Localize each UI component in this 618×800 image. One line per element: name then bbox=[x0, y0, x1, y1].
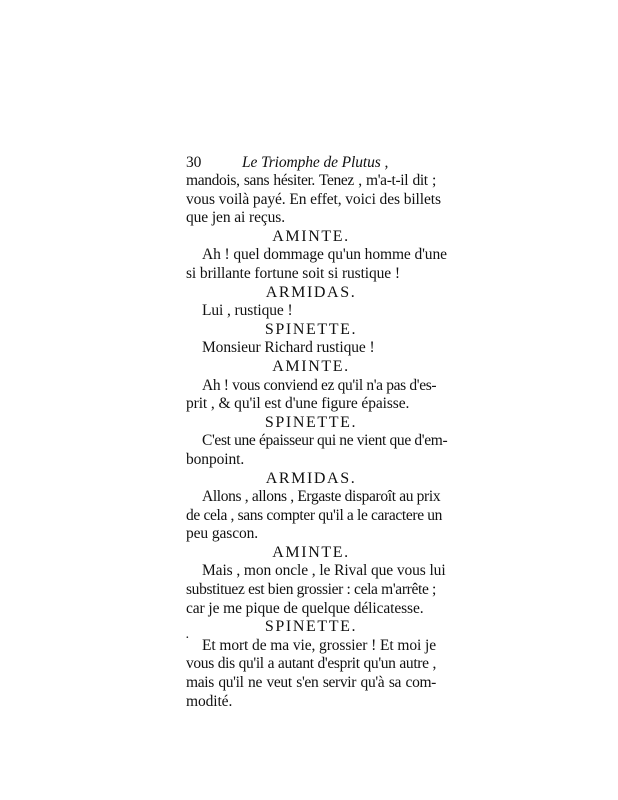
text-line: substituez est bien grossier : cela m'arrête ; bbox=[186, 581, 436, 599]
speaker-name: SPINETTE. bbox=[264, 618, 358, 636]
text-line: vous voilà payé. En effet, voici des billets bbox=[186, 190, 441, 208]
text-line: Lui , rustique ! bbox=[202, 302, 293, 320]
text-line: vous dis qu'il a autant d'esprit qu'un autre , bbox=[186, 655, 436, 673]
text-line: peu gascon. bbox=[186, 525, 259, 543]
text-line: Allons , allons , Ergaste disparoît au prix bbox=[202, 488, 441, 506]
text-line: Et mort de ma vie, grossier ! Et moi je bbox=[202, 636, 436, 654]
text-line: de cela , sans compter qu'il a le caractere un bbox=[186, 506, 443, 524]
text-line: Ah ! quel dommage qu'un homme d'une bbox=[202, 246, 447, 264]
speaker-name: ARMIDAS. bbox=[265, 469, 357, 487]
text-line: que jen ai reçus. bbox=[186, 209, 286, 227]
text-line: modité. bbox=[186, 692, 233, 710]
page-header bbox=[186, 154, 436, 172]
speaker-name: AMINTE. bbox=[272, 357, 350, 375]
text-line: Monsieur Richard rustique ! bbox=[202, 339, 375, 357]
bottom-mark: · bbox=[185, 631, 190, 646]
text-block bbox=[186, 154, 448, 711]
text-line: mandois, sans hésiter. Tenez , m'a-t-il dit ; bbox=[186, 172, 436, 189]
text-line: si brillante fortune soit si rustique ! bbox=[186, 264, 400, 282]
page-number: 30 bbox=[186, 154, 202, 171]
speaker-name: ARMIDAS. bbox=[265, 283, 357, 301]
speaker-name: SPINETTE. bbox=[264, 320, 358, 338]
speaker-name: AMINTE. bbox=[272, 543, 350, 561]
text-line: C'est une épaisseur qui ne vient que d'em- bbox=[202, 432, 448, 450]
text-line: Ah ! vous conviend ez qu'il n'a pas d'es- bbox=[202, 376, 437, 394]
text-line: car je me pique de quelque délicatesse. bbox=[186, 599, 424, 617]
running-title: Le Triomphe de Plutus , bbox=[242, 154, 389, 171]
text-line: mais qu'il ne veut s'en servir qu'à sa com- bbox=[186, 674, 436, 692]
speaker-name: AMINTE. bbox=[272, 227, 350, 245]
text-line: Mais , mon oncle , le Rival que vous lui bbox=[202, 562, 446, 580]
text-line: prit , & qu'il est d'une figure épaisse. bbox=[186, 395, 410, 413]
text-line: bonpoint. bbox=[186, 450, 245, 468]
speaker-name: SPINETTE. bbox=[264, 413, 358, 431]
